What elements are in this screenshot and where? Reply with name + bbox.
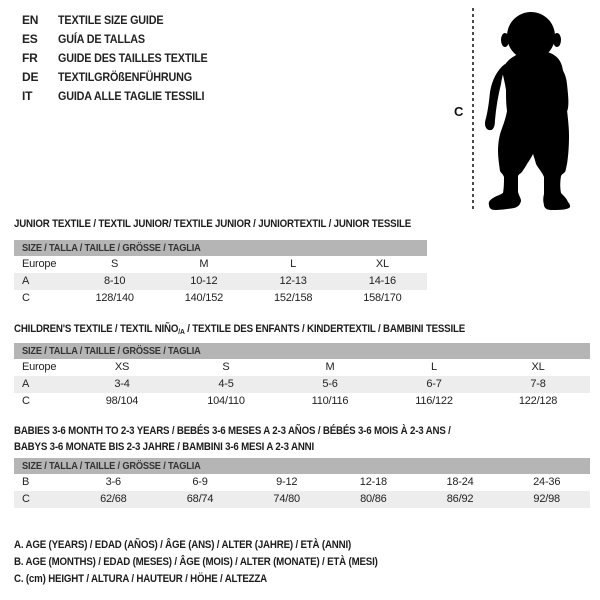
table-row (14, 393, 590, 410)
size-cell: XL (375, 258, 389, 270)
row-label: A (22, 378, 30, 390)
age-cell: 12-18 (359, 476, 387, 488)
height-cell: 92/98 (533, 493, 560, 505)
age-cell: 9-12 (276, 476, 298, 488)
height-cell: 140/152 (184, 292, 224, 304)
height-measure-label: C (454, 104, 464, 119)
language-row (22, 68, 224, 87)
age-cell: 5-6 (322, 378, 338, 390)
table-row (14, 256, 427, 273)
row-label: A (22, 275, 30, 287)
legend-footnotes (14, 537, 418, 588)
height-cell: 116/122 (415, 395, 453, 407)
language-row (22, 30, 224, 49)
age-cell: 24-36 (533, 476, 561, 488)
height-cell: 98/104 (105, 395, 139, 407)
footnote-height-cm: C. (cm) HEIGHT / ALTURA / HAUTEUR / HÖHE / ALTEZZA (14, 573, 267, 585)
age-cell: 6-7 (426, 378, 442, 390)
language-title: TEXTILE SIZE GUIDE (58, 13, 164, 27)
language-title: GUÍA DE TALLAS (58, 32, 145, 46)
table-row (14, 290, 427, 307)
language-code: FR (22, 51, 38, 65)
height-cell: 110/116 (311, 395, 349, 407)
height-cell: 128/140 (95, 292, 134, 304)
height-cell: 86/92 (446, 493, 474, 505)
language-code: IT (22, 89, 33, 103)
children-size-table (14, 343, 590, 410)
row-label: C (22, 395, 30, 407)
table-row (14, 273, 427, 290)
footnote-age-years: A. AGE (YEARS) / EDAD (AÑOS) / ÂGE (ANS) / ALTER (JAHRE) / ETÀ (ANNI) (14, 539, 352, 551)
age-cell: 3-6 (105, 476, 121, 488)
age-cell: 12-13 (279, 275, 307, 287)
size-cell: XL (531, 361, 545, 373)
junior-section-heading: JUNIOR TEXTILE / TEXTIL JUNIOR/ TEXTILE JUNIOR / JUNIORTEXTIL / JUNIOR TESSILE (14, 218, 412, 230)
language-row (22, 87, 224, 106)
row-label: B (22, 476, 30, 488)
language-title: GUIDE DES TAILLES TEXTILE (58, 51, 208, 65)
size-header-bar: SIZE / TALLA / TAILLE / GRÖSSE / TAGLIA (14, 458, 590, 474)
footnote-age-months: B. AGE (MONTHS) / EDAD (MESES) / ÂGE (MOIS) / ALTER (MONATE) / ETÀ (MESI) (14, 556, 378, 568)
language-title: GUIDA ALLE TAGLIE TESSILI (58, 89, 205, 103)
age-cell: 6-9 (192, 476, 208, 488)
table-row (14, 376, 590, 393)
age-cell: 10-12 (190, 275, 218, 287)
height-cell: 62/68 (100, 493, 127, 505)
language-code: ES (22, 32, 38, 46)
age-cell: 18-24 (446, 476, 474, 488)
height-measure-dotted-line (472, 8, 474, 211)
row-label: Europe (22, 258, 57, 270)
baby-silhouette-icon (478, 8, 578, 213)
age-cell: 8-10 (104, 275, 126, 287)
age-cell: 4-5 (218, 378, 234, 390)
size-cell: M (199, 258, 209, 270)
size-cell: L (290, 258, 297, 270)
size-cell: S (111, 258, 119, 270)
size-cell: M (325, 361, 335, 373)
language-code: DE (22, 70, 39, 84)
age-cell: 14-16 (368, 275, 396, 287)
heading-subscript: /A (178, 327, 185, 336)
row-label: C (22, 493, 30, 505)
babies-size-table (14, 458, 590, 508)
language-title: TEXTILGRÖßENFÜHRUNG (58, 70, 192, 84)
children-section-heading: CHILDREN'S TEXTILE / TEXTIL $NIÑO_{/A}$ / TEXTILE DES ENFANTS / KINDERTEXTIL / BAMBINI TESSILE (14, 323, 466, 336)
height-cell: 152/158 (273, 292, 313, 304)
height-cell: 158/170 (363, 292, 402, 304)
height-cell: 122/128 (518, 395, 558, 407)
babies-section-heading: BABIES 3-6 MONTH TO 2-3 YEARS / BEBÉS 3-6 MESES A 2-3 AÑOS / BÉBÉS 3-6 MOIS À 2-3 ANS / BABYS 3-6 MONATE BIS 2-3 JAHRE / BAMBINI 3-6 MESI A 2-3 ANNI (14, 425, 451, 453)
table-row (14, 359, 590, 376)
row-label: Europe (22, 361, 57, 373)
height-cell: 80/86 (360, 493, 387, 505)
size-header-bar: SIZE / TALLA / TAILLE / GRÖSSE / TAGLIA (14, 240, 427, 256)
size-cell: S (222, 361, 230, 373)
height-cell: 68/74 (186, 493, 214, 505)
size-cell: XS (114, 361, 130, 373)
size-cell: L (431, 361, 437, 373)
table-row (14, 491, 590, 508)
table-row (14, 474, 590, 491)
language-code: EN (22, 13, 39, 27)
height-cell: 74/80 (273, 493, 300, 505)
language-row (22, 11, 224, 30)
height-cell: 104/110 (207, 395, 245, 407)
size-header-bar: SIZE / TALLA / TAILLE / GRÖSSE / TAGLIA (14, 343, 590, 359)
language-row (22, 49, 224, 68)
age-cell: 3-4 (114, 378, 130, 390)
junior-size-table (14, 240, 427, 307)
age-cell: 7-8 (530, 378, 546, 390)
row-label: C (22, 292, 30, 304)
language-title-list (22, 11, 224, 106)
